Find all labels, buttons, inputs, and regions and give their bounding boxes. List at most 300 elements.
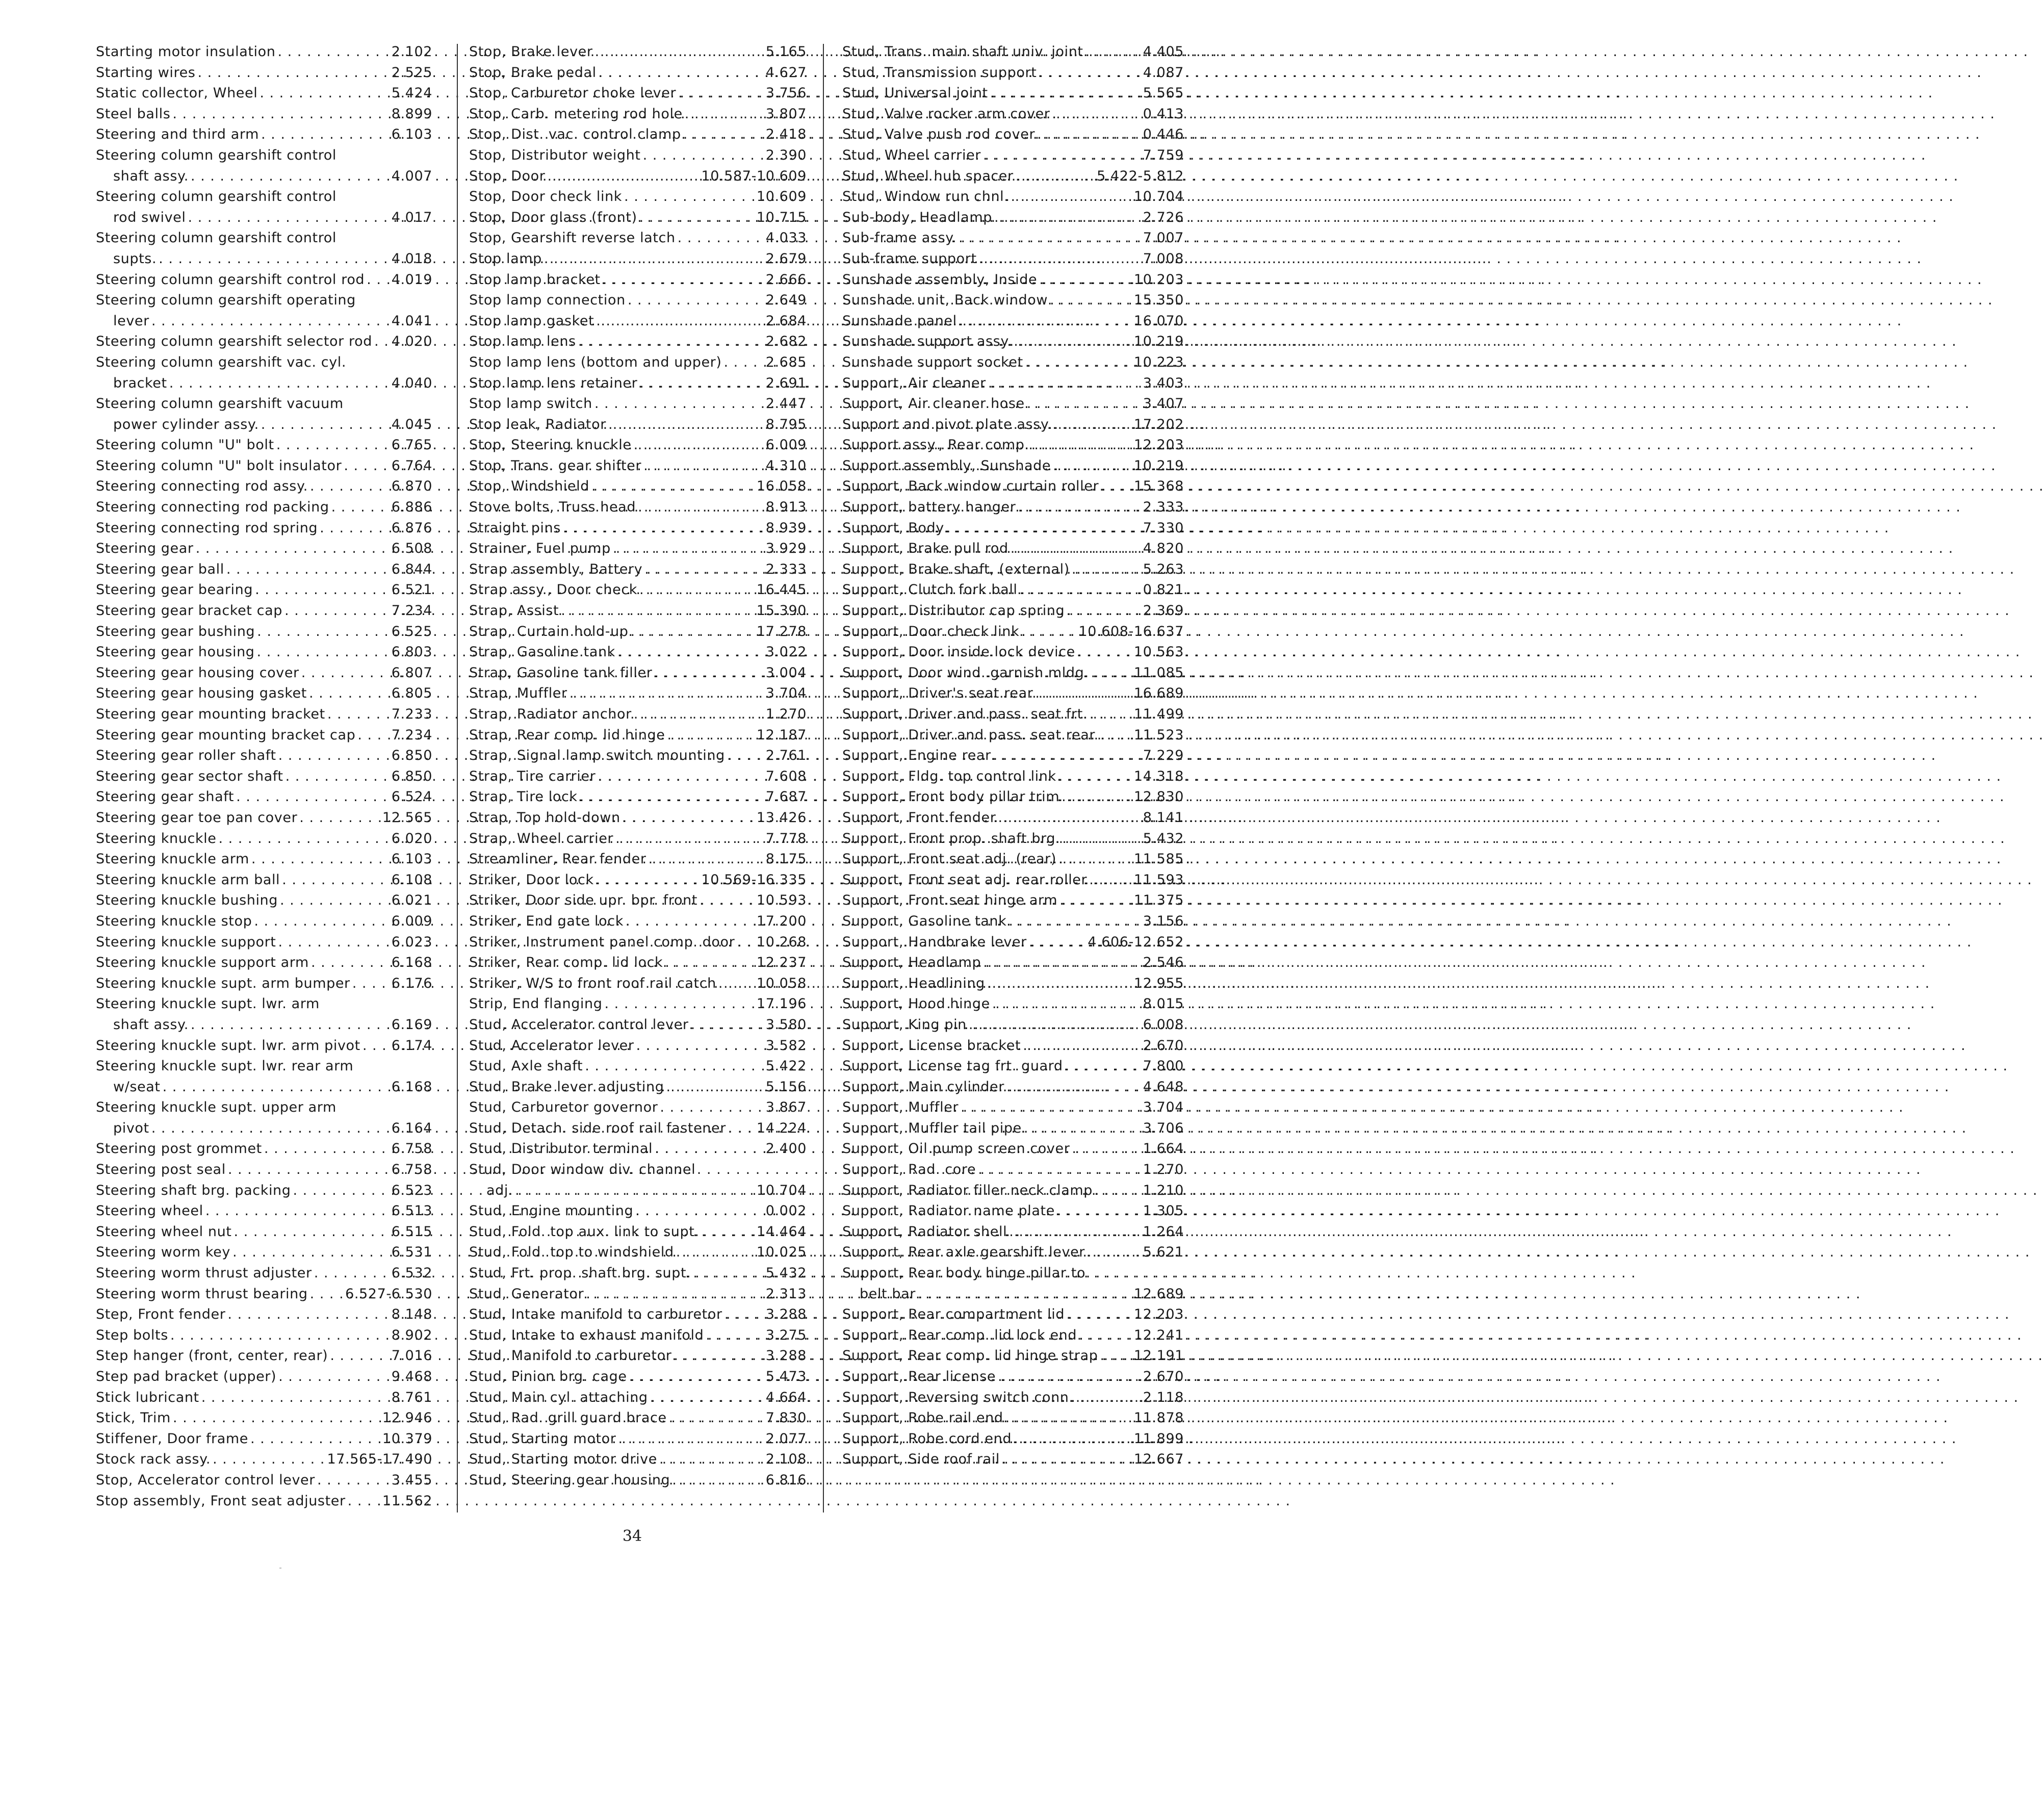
entry-page-ref: 10.223 [1133, 354, 1184, 370]
entry-page-ref: 12.565 [382, 809, 432, 826]
index-entry [96, 1036, 432, 1057]
dot-leader [314, 1263, 390, 1284]
dot-leader [367, 270, 390, 291]
entry-page-ref: 7.234 [391, 727, 432, 743]
index-entry [96, 994, 432, 1015]
entry-page-ref: 2.525 [391, 64, 432, 81]
entry-page-ref: 17.196 [756, 996, 807, 1012]
entry-name: Stud, Pinion brg. cage [469, 1369, 627, 1384]
entry-name: Stud, Fold. top to windshield [469, 1244, 674, 1261]
index-entry [96, 1367, 432, 1388]
entry-page-ref: 2.369 [1143, 603, 1184, 619]
dot-leader [624, 187, 755, 208]
entry-name: Stud, Wheel hub spacer [842, 168, 1014, 184]
index-entry [96, 83, 432, 104]
entry-name: Stud, Manifold to carburetor [469, 1348, 672, 1364]
index-entry [842, 973, 1184, 994]
entry-page-ref: 11.085 [1133, 664, 1184, 681]
entry-name: rod swivel [113, 209, 186, 225]
index-entry [842, 83, 1184, 104]
entry-name: w/seat [113, 1079, 161, 1095]
entry-name: Stud, Universal joint [842, 85, 988, 101]
index-entry [469, 456, 807, 477]
entry-page-ref: 2.333 [765, 561, 807, 577]
dot-leader [649, 849, 764, 870]
dot-leader [676, 1242, 755, 1263]
dot-leader [260, 83, 389, 104]
dot-leader [251, 849, 390, 870]
entry-name: Stop, Carb. metering rod hole [469, 106, 683, 122]
dot-leader [674, 1346, 763, 1367]
index-entry [469, 497, 807, 518]
entry-name: Sunshade support socket [842, 354, 1023, 370]
entry-name: Stop lamp lens retainer [469, 375, 638, 391]
index-entry [842, 249, 1184, 270]
entry-name: Stud, Distributor terminal [469, 1141, 653, 1157]
index-entry [842, 1263, 1184, 1284]
dot-leader [634, 435, 764, 456]
entry-page-ref: 10.379 [382, 1430, 432, 1447]
dot-leader [643, 456, 764, 477]
dot-leader [636, 1036, 764, 1057]
index-entry [842, 1325, 1184, 1346]
index-entry [469, 83, 807, 104]
index-entry [842, 683, 1184, 704]
dot-leader [282, 870, 390, 891]
entry-page-ref: 6.803 [391, 644, 432, 660]
entry-page-ref: 10.058 [756, 975, 807, 991]
entry-page-ref: 15.350 [1133, 292, 1184, 309]
entry-name: Stud, Engine mounting [469, 1203, 634, 1219]
entry-name: Strainer, Fuel pump [469, 541, 611, 557]
index-entry [96, 1201, 432, 1222]
dot-leader [1027, 394, 1141, 415]
entry-page-ref: 11.899 [1133, 1430, 1184, 1447]
dot-leader [678, 228, 764, 249]
entry-page-ref: 10.025 [756, 1244, 807, 1261]
dot-leader [547, 166, 699, 187]
dot-leader [344, 456, 389, 477]
index-entry [469, 1408, 807, 1429]
dot-leader [978, 1160, 1141, 1181]
entry-page-ref: 8.939 [765, 520, 807, 536]
index-entry [96, 352, 432, 373]
entry-name: Strap assembly, Battery [469, 561, 643, 577]
dot-leader [643, 145, 764, 166]
dot-leader [650, 1388, 764, 1408]
entry-page-ref: 8.902 [391, 1327, 432, 1343]
index-column-1 [96, 42, 432, 1511]
dot-leader [1087, 1242, 1141, 1263]
dot-leader [639, 373, 763, 394]
entry-name: Stop, Door check link [469, 189, 623, 205]
entry-name: Stop assembly, Front seat adjuster [96, 1493, 346, 1509]
index-entry [842, 642, 1184, 663]
entry-name: Starting wires [96, 64, 196, 81]
index-entry [469, 766, 807, 787]
entry-name: Stop, Dist. vac. control clamp [469, 126, 681, 143]
dot-leader [1014, 331, 1132, 352]
index-entry [469, 538, 807, 559]
entry-name: Stud, Transmission support [842, 64, 1037, 81]
entry-page-ref: 1.305 [1143, 1203, 1184, 1219]
index-entry [96, 1284, 432, 1305]
entry-page-ref: 6.531 [391, 1244, 432, 1261]
entry-name: Stop lamp [469, 250, 542, 267]
dot-leader [280, 890, 390, 911]
entry-page-ref: 10.704 [756, 1182, 807, 1198]
index-entry [96, 394, 432, 415]
dot-leader [1018, 497, 1141, 518]
index-entry [96, 559, 432, 580]
index-entry [469, 622, 807, 643]
index-entry [469, 663, 807, 684]
index-entry [469, 331, 807, 352]
entry-page-ref: 4.007 [391, 168, 432, 184]
entry-name: Stop, Trans. gear shifter [469, 457, 642, 474]
dot-leader [1101, 476, 1132, 497]
entry-page-ref: 2.447 [765, 396, 807, 412]
entry-page-ref: 6.850 [391, 768, 432, 784]
index-entry [96, 1015, 432, 1036]
entry-page-ref: 2.418 [765, 126, 807, 143]
dot-leader [226, 559, 390, 580]
dot-leader [1052, 104, 1141, 125]
dot-leader [728, 1118, 755, 1139]
index-entry [842, 538, 1184, 559]
index-entry [469, 1325, 807, 1346]
entry-page-ref: 3.004 [765, 664, 807, 681]
entry-page-ref: 4.020 [391, 334, 432, 350]
index-entry [842, 766, 1184, 787]
entry-page-ref: 2.670 [1143, 1037, 1184, 1054]
entry-name: Steering column gearshift operating [96, 292, 356, 309]
entry-page-ref: 8.015 [1143, 996, 1184, 1012]
dot-leader [667, 725, 754, 746]
entry-page-ref: 6.021 [391, 892, 432, 909]
dot-leader [1065, 1056, 1141, 1077]
dot-leader [1035, 683, 1132, 704]
entry-name: supts. [113, 250, 157, 267]
index-entry [96, 124, 432, 145]
index-entry [96, 1491, 432, 1512]
entry-page-ref: 5.621 [1143, 1244, 1184, 1261]
dot-leader [666, 1077, 763, 1098]
entry-name: Support, Driver and pass. seat rear. [842, 727, 1099, 743]
dot-leader [1091, 663, 1132, 684]
dot-leader [261, 415, 390, 435]
entry-name: Striker, Door lock [469, 871, 594, 888]
entry-name: Step bolts [96, 1327, 168, 1343]
entry-page-ref: 12.191 [1133, 1348, 1184, 1364]
entry-name: Support, Driver and pass. seat frt. [842, 706, 1088, 722]
entry-name: Stud, Starting motor drive [469, 1451, 657, 1468]
entry-page-ref: 2.400 [765, 1141, 807, 1157]
entry-name: Stud, Door window div. channel [469, 1162, 696, 1178]
entry-page-ref: 8.141 [1143, 809, 1184, 826]
entry-page-ref: 7.830 [765, 1410, 807, 1426]
entry-page-ref: 3.455 [391, 1472, 432, 1488]
entry-page-ref: 8.148 [391, 1306, 432, 1323]
entry-name: Stud, Starting motor [469, 1430, 616, 1447]
dot-leader [173, 1408, 380, 1429]
entry-name: Steering gear [96, 541, 194, 557]
dot-leader [1025, 352, 1132, 373]
index-entry [469, 518, 807, 539]
index-entry [96, 1449, 432, 1470]
dot-leader [1050, 290, 1132, 311]
entry-page-ref: 12.203 [1133, 1306, 1184, 1323]
index-entry [469, 435, 807, 456]
entry-page-ref: 2.390 [765, 147, 807, 163]
index-entry [96, 415, 432, 435]
entry-name: power cylinder assy. [113, 416, 259, 432]
index-entry [469, 42, 807, 63]
index-entry [469, 870, 807, 891]
dot-leader [317, 1470, 390, 1491]
dot-leader [254, 911, 389, 932]
entry-page-ref: 11.523 [1133, 727, 1184, 743]
index-entry [96, 766, 432, 787]
page-number: 34 [622, 1527, 642, 1545]
dot-leader [1008, 911, 1141, 932]
entry-page-ref: 10.268 [756, 934, 807, 950]
dot-leader [1077, 642, 1132, 663]
entry-name: Steering column gearshift control rod [96, 271, 365, 288]
entry-page-ref: 5.565 [1143, 85, 1184, 101]
entry-page-ref: 5.432 [1143, 830, 1184, 847]
dot-leader [993, 746, 1141, 766]
entry-name: Strap, Assist [469, 603, 559, 619]
dot-leader [277, 42, 389, 63]
entry-name: Steering gear ball [96, 561, 224, 577]
entry-name: Striker, End gate lock [469, 913, 624, 929]
entry-page-ref: 6.886 [391, 499, 432, 516]
entry-page-ref: 12.689 [1133, 1286, 1184, 1302]
entry-page-ref: 6.174 [391, 1037, 432, 1054]
dot-leader [691, 1015, 764, 1036]
dot-leader [1090, 704, 1132, 725]
entry-name: Striker, Door side upr. bpr. front [469, 892, 698, 909]
index-entry [469, 104, 807, 125]
entry-name: Support, Front seat adj. rear roller [842, 871, 1088, 888]
entry-name: Stick lubricant [96, 1389, 199, 1405]
entry-name: Steering wheel [96, 1203, 203, 1219]
dot-leader [669, 1408, 764, 1429]
entry-name: Steering worm thrust bearing [96, 1286, 308, 1302]
dot-leader [1079, 1325, 1132, 1346]
index-entry [469, 249, 807, 270]
entry-page-ref: 2.102 [391, 44, 432, 60]
index-entry [469, 1160, 807, 1181]
dot-leader [737, 932, 755, 953]
entry-name: Stop, Windshield [469, 478, 589, 495]
entry-name: Support, Oil pump screen cover [842, 1141, 1070, 1157]
entry-page-ref: 16.445 [756, 582, 807, 598]
dot-leader [1059, 890, 1132, 911]
index-entry [842, 1242, 1184, 1263]
index-entry [96, 145, 432, 166]
entry-page-ref: 5.422-5.812 [1097, 168, 1184, 184]
dot-leader [946, 518, 1141, 539]
dot-leader [159, 249, 390, 270]
entry-name: Stiffener, Door frame [96, 1430, 249, 1447]
entry-name: Stud, Accelerator control lever [469, 1016, 689, 1033]
dot-leader [598, 766, 763, 787]
dot-leader [278, 932, 389, 953]
index-entry [96, 849, 432, 870]
index-entry [842, 1346, 1184, 1367]
entry-page-ref: 14.318 [1133, 768, 1184, 784]
dot-leader [515, 1181, 755, 1201]
entry-name: Support, Radiator name plate [842, 1203, 1055, 1219]
index-entry [469, 1077, 807, 1098]
entry-page-ref: 11.499 [1133, 706, 1184, 722]
entry-name: Support, Rear comp. lid lock end [842, 1327, 1077, 1343]
entry-page-ref: 12.237 [756, 955, 807, 971]
entry-name: Strap, Tire carrier [469, 768, 596, 784]
entry-page-ref: 3.288 [765, 1348, 807, 1364]
index-entry [469, 1222, 807, 1243]
index-entry [469, 829, 807, 850]
entry-page-ref: 3.867 [765, 1099, 807, 1116]
entry-name: Steering knuckle arm ball [96, 871, 280, 888]
entry-name: Steering gear housing cover [96, 664, 299, 681]
index-entry [469, 994, 807, 1015]
index-entry [842, 1222, 1184, 1243]
index-entry [469, 932, 807, 953]
index-entry [469, 352, 807, 373]
index-entry [842, 1056, 1184, 1077]
entry-page-ref: 3.756 [765, 85, 807, 101]
index-entry [96, 683, 432, 704]
index-entry [469, 890, 807, 911]
index-entry [469, 683, 807, 704]
dot-leader [618, 1429, 763, 1450]
dot-leader [644, 559, 764, 580]
index-entry [96, 622, 432, 643]
entry-name: belt bar [860, 1286, 916, 1302]
index-entry [842, 890, 1184, 911]
dot-leader [578, 331, 764, 352]
entry-page-ref: 4.405 [1143, 44, 1184, 60]
index-entry [469, 725, 807, 746]
entry-page-ref: 3.407 [1143, 396, 1184, 412]
entry-name: Static collector, Wheel [96, 85, 258, 101]
dot-leader [227, 1304, 389, 1325]
entry-name: Steering column "U" bolt insulator [96, 457, 342, 474]
dot-leader [983, 145, 1141, 166]
entry-name: Stud, Generator [469, 1286, 584, 1302]
entry-page-ref: 10.704 [1133, 189, 1184, 205]
entry-name: Stop, Steering knuckle [469, 437, 632, 453]
entry-name: Support, Rear compartment lid [842, 1306, 1065, 1323]
entry-name: Support, Distributor cap spring [842, 603, 1065, 619]
index-entry [96, 42, 432, 63]
entry-page-ref: 17.202 [1133, 416, 1184, 432]
dot-leader [257, 622, 390, 643]
entry-page-ref: 3.580 [765, 1016, 807, 1033]
index-entry [842, 1036, 1184, 1057]
entry-page-ref: 16.689 [1133, 685, 1184, 702]
entry-name: Support, License tag frt. guard [842, 1058, 1063, 1074]
index-entry [96, 1388, 432, 1408]
index-entry [96, 1429, 432, 1450]
dot-leader [700, 890, 755, 911]
index-entry [96, 476, 432, 497]
dot-leader [1011, 187, 1131, 208]
entry-name: Steering worm key [96, 1244, 230, 1261]
entry-page-ref: 12.946 [382, 1410, 432, 1426]
entry-page-ref: 3.022 [765, 644, 807, 660]
entry-page-ref: 10.593 [756, 892, 807, 909]
dot-leader [608, 415, 764, 435]
index-entry [96, 580, 432, 601]
entry-page-ref: 4.018 [391, 250, 432, 267]
entry-name: Support, Robe rail end [842, 1410, 1003, 1426]
entry-page-ref: 17.200 [756, 913, 807, 929]
dot-leader [561, 601, 755, 622]
dot-leader [310, 476, 390, 497]
index-entry [469, 1449, 807, 1470]
index-entry [469, 1201, 807, 1222]
entry-name: Support, Clutch fork ball [842, 582, 1018, 598]
entry-page-ref: 11.878 [1133, 1410, 1184, 1426]
entry-page-ref: 15.390 [756, 603, 807, 619]
dot-leader [357, 725, 389, 746]
entry-name: Steering post seal [96, 1162, 226, 1178]
dot-leader [603, 270, 764, 291]
index-entry [96, 518, 432, 539]
entry-name: Steering gear shaft [96, 789, 235, 805]
index-entry [842, 270, 1184, 291]
dot-leader [969, 1015, 1141, 1036]
entry-name: Stop lamp bracket [469, 271, 601, 288]
entry-page-ref: 6.168 [391, 1079, 432, 1095]
entry-name: Support, Door check link [842, 623, 1020, 639]
entry-name: Stud, Wheel carrier [842, 147, 981, 163]
entry-name: bracket [113, 375, 167, 391]
entry-page-ref: 4.627 [765, 64, 807, 81]
dot-leader [626, 911, 755, 932]
entry-name: Support, King pin [842, 1016, 967, 1033]
index-entry [842, 601, 1184, 622]
index-entry [96, 973, 432, 994]
entry-name: Steering knuckle supt. arm bumper [96, 975, 350, 991]
index-entry [469, 704, 807, 725]
entry-page-ref: 6.513 [391, 1203, 432, 1219]
dot-leader [205, 1201, 390, 1222]
dot-leader [1072, 1139, 1141, 1160]
index-entry [469, 1263, 807, 1284]
entry-name: Support, Front seat hinge arm [842, 892, 1058, 909]
entry-name: Steel balls [96, 106, 171, 122]
index-entry [842, 497, 1184, 518]
entry-page-ref: 12.241 [1133, 1327, 1184, 1343]
index-entry [842, 1097, 1184, 1118]
dot-leader [278, 746, 390, 766]
index-entry [842, 808, 1184, 829]
index-entry [96, 787, 432, 808]
dot-leader [201, 1388, 390, 1408]
dot-leader [580, 787, 764, 808]
entry-name: Stop leak, Radiator [469, 416, 606, 432]
dot-leader [596, 870, 700, 891]
dot-leader [959, 228, 1141, 249]
entry-page-ref: 4.040 [391, 375, 432, 391]
entry-name: Strap, Muffler [469, 685, 567, 702]
entry-page-ref: 16.070 [1133, 313, 1184, 329]
